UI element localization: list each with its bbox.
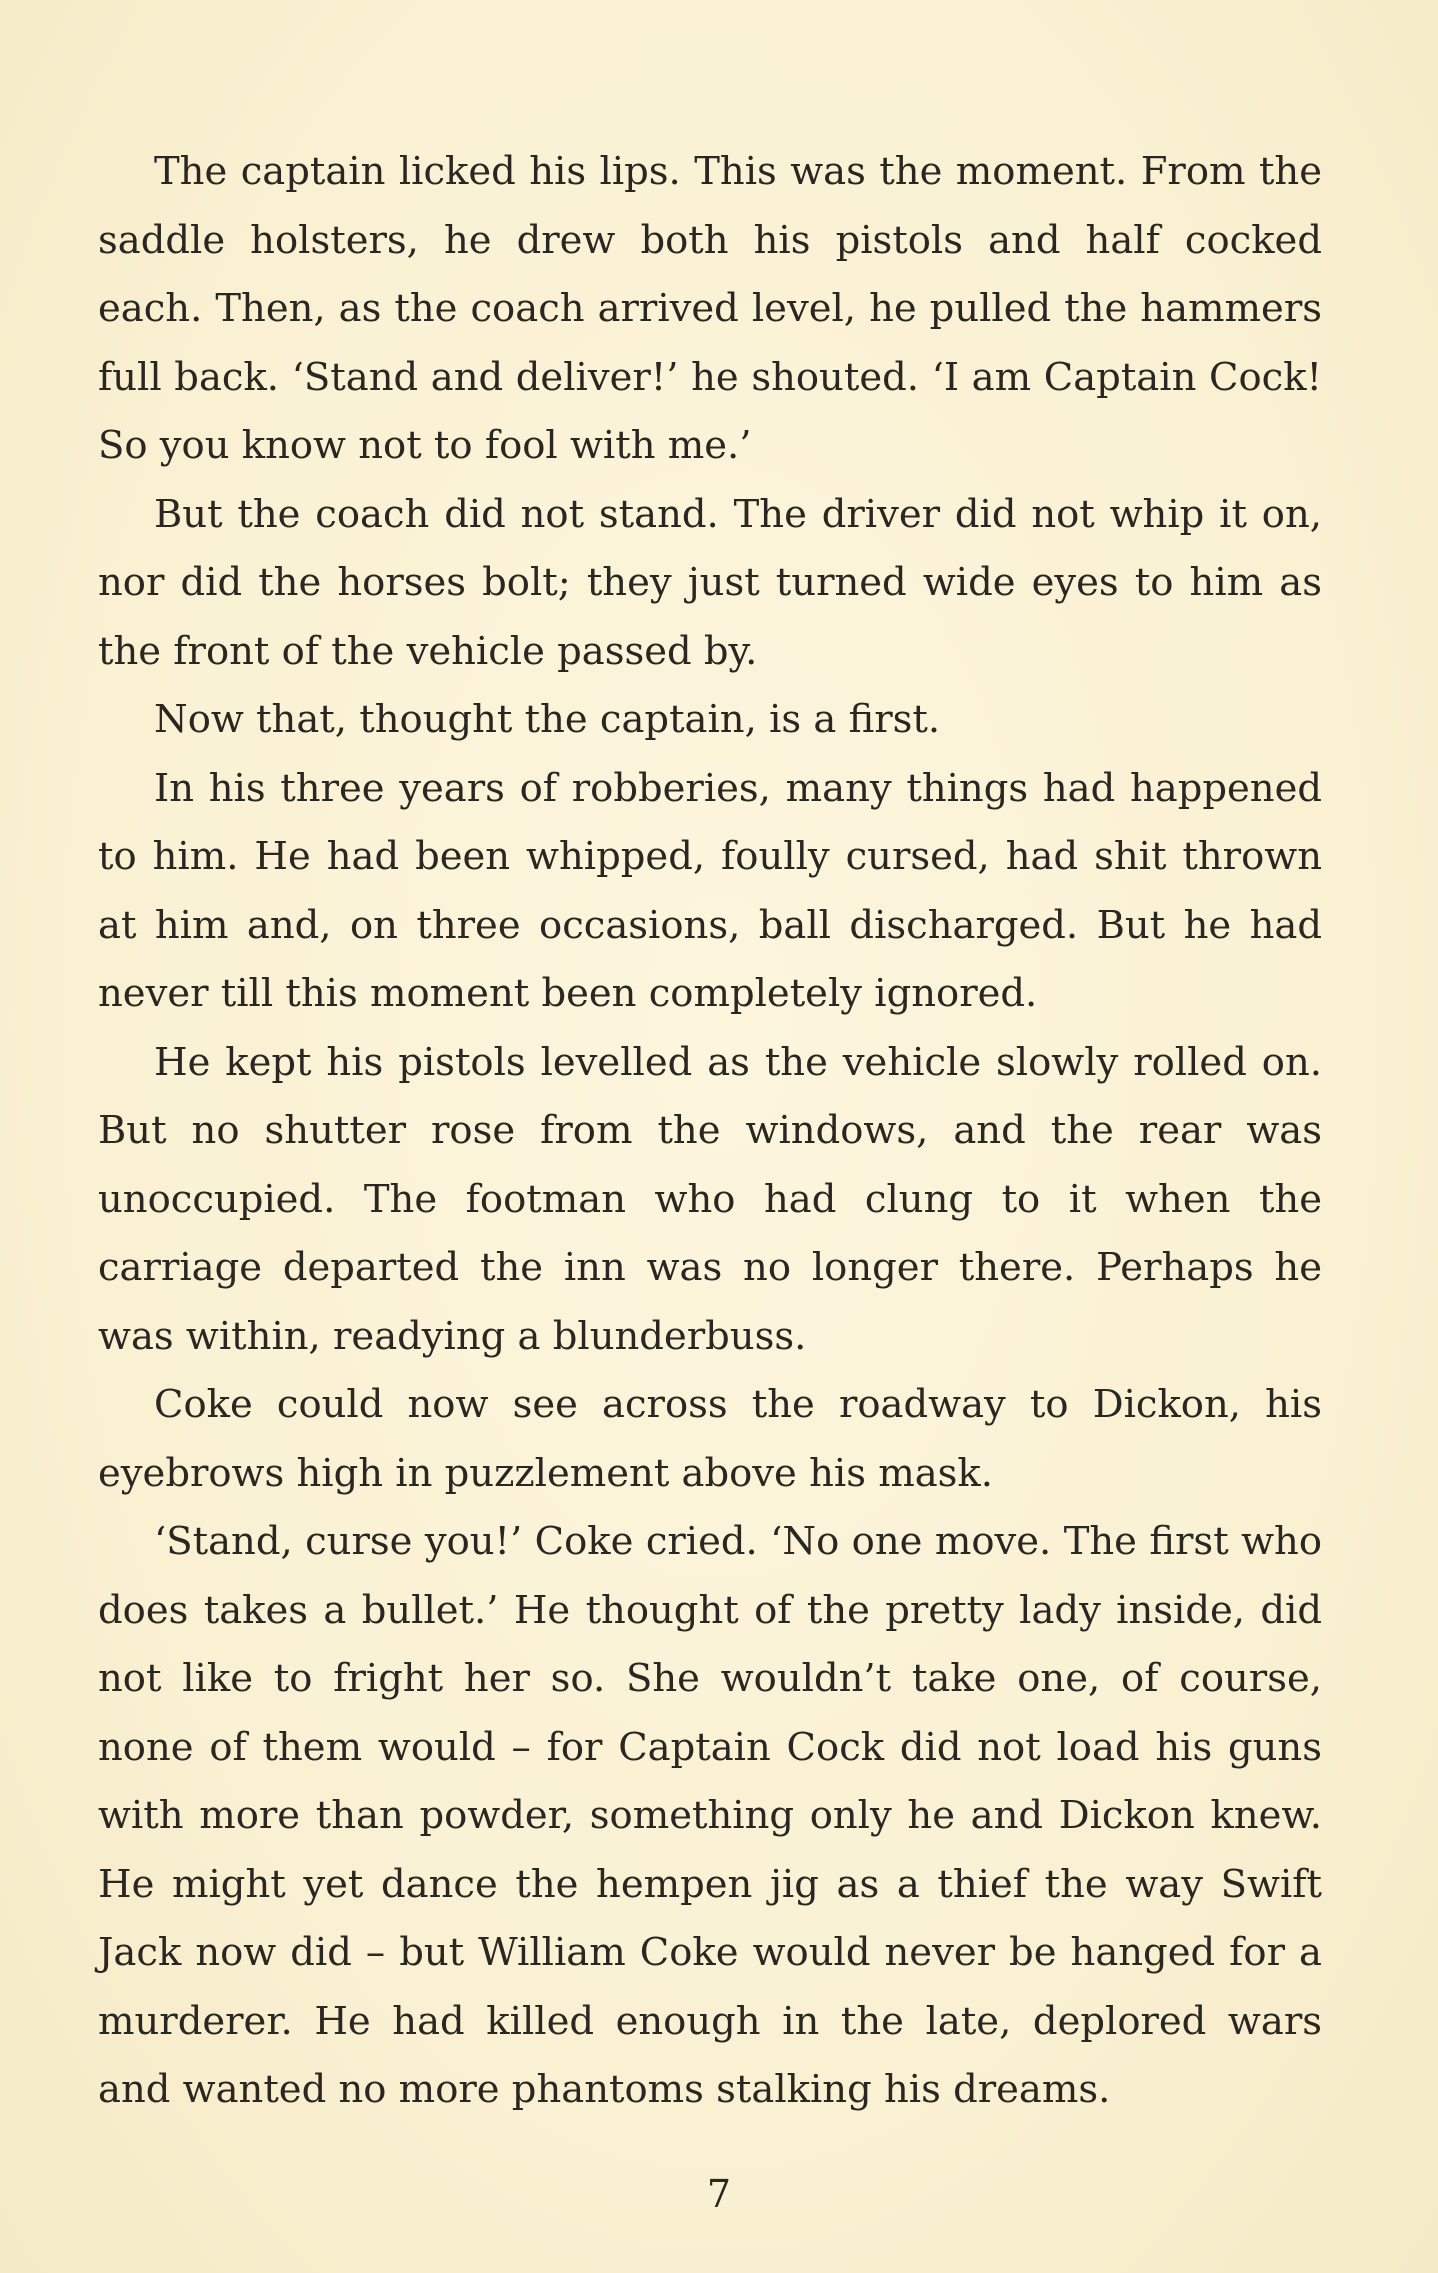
- paragraph-3: Now that, thought the captain, is a first.: [154, 697, 941, 742]
- paragraph-6: Coke could now see across the roadway to Dickon, his eyebrows high in puzzlement above his mask.: [98, 1382, 1322, 1496]
- paragraph-2: But the coach did not stand. The driver did not whip it on, nor did the horses bolt; they just turned wide eyes to him as the front of the vehicle passed by.: [98, 491, 1322, 674]
- paragraph-4: In his three years of robberies, many things had happened to him. He had been whipped, foully cursed, had shit thrown at him and, on three occasions, ball discharged. But he had never till this moment been completely ignored.: [98, 765, 1322, 1016]
- paragraph-5: He kept his pistols levelled as the vehicle slowly rolled on. But no shutter rose from the windows, and the rear was unoccupied. The footman who had clung to it when the carriage departed the inn was no longer there. Perhaps he was within, readying a blunderbuss.: [98, 1039, 1322, 1359]
- paragraph-1: The captain licked his lips. This was the moment. From the saddle holsters, he drew both his pistols and half cocked each. Then, as the coach arrived level, he pulled the hammers full back. ‘Stand and deliver!’ he shouted. ‘I am Captain Cock! So you know not to fool with me.’: [98, 149, 1322, 468]
- paragraph-7: ‘Stand, curse you!’ Coke cried. ‘No one move. The first who does takes a bullet.’ He thought of the pretty lady inside, did not like to fright her so. She wouldn’t take one, of course, none of them would – for Captain Cock did not load his guns with more than powder, something only he and Dickon knew. He might yet dance the hempen jig as a thief the way Swift Jack now did – but William Coke would never be hanged for a murderer. He had killed enough in the late, deplored wars and wanted no more phantoms stalking his dreams.: [98, 1519, 1322, 2112]
- body-text: [98, 138, 1322, 2125]
- page-number: 7: [706, 2172, 732, 2216]
